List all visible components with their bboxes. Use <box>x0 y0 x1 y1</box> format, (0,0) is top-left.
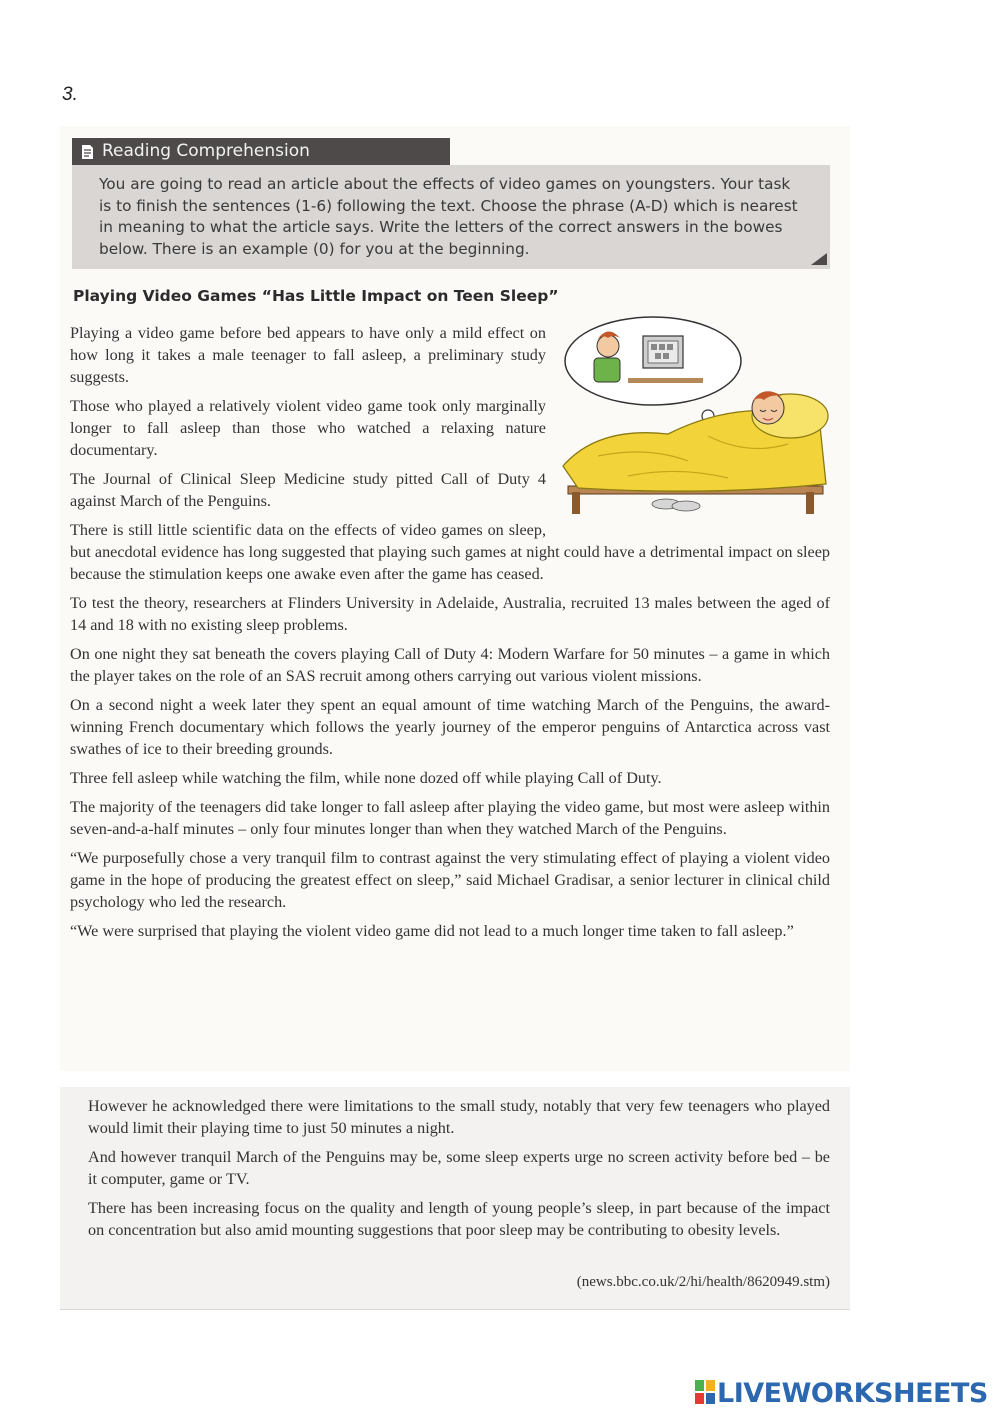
article-paragraph: “We purposefully chose a very tranquil film to contrast against the very stimulating effect of playing a violent video game in the hope of producing the greatest effect on sleep,” said Michael Gradisar, a senior lecturer in clinical child psychology who led the research. <box>70 849 830 911</box>
article-paragraph: The Journal of Clinical Sleep Medicine study pitted Call of Duty 4 against March of the Penguins. <box>70 470 546 510</box>
liveworksheets-logo <box>695 1378 988 1410</box>
document-icon <box>81 144 94 160</box>
article-paragraph: On one night they sat beneath the covers playing Call of Duty 4: Modern Warfare for 50 minutes – a game in which the player takes on the role of an SAS recruit among others carrying out various violent missions. <box>70 645 830 685</box>
article-paragraph: “We were surprised that playing the violent video game did not lead to a much longer time taken to fall asleep.” <box>70 922 794 940</box>
article-title: Playing Video Games “Has Little Impact on Teen Sleep” <box>73 287 559 305</box>
article-paragraph: To test the theory, researchers at Flinders University in Adelaide, Australia, recruited 13 males between the aged of 14 and 18 with no existing sleep problems. <box>70 594 830 634</box>
liveworksheets-logo-icon <box>695 1380 715 1404</box>
boy-gaming-and-sleeping-illustration <box>558 316 836 516</box>
article-paragraph: The majority of the teenagers did take longer to fall asleep after playing the video game, but most were asleep within seven-and-a-half minutes – only four minutes longer than when they watched March of the Penguins. <box>70 798 830 838</box>
article-paragraph: And however tranquil March of the Penguins may be, some sleep experts urge no screen activity before bed – be it computer, game or TV. <box>88 1148 830 1188</box>
article-paragraph: There has been increasing focus on the quality and length of young people’s sleep, in part because of the impact on concentration but also amid mounting suggestions that poor sleep may be contributing to obesity levels. <box>88 1199 830 1239</box>
article-paragraph: On a second night a week later they spent an equal amount of time watching March of the Penguins, the award-winning French documentary which follows the yearly journey of the emperor penguins of Antarctica across vast swathes of ice to their breeding grounds. <box>70 696 830 758</box>
continuation-body <box>88 1095 830 1248</box>
page-number: 3. <box>62 84 78 105</box>
liveworksheets-logo-text: LIVEWORKSHEETS <box>717 1378 988 1409</box>
article-paragraph: Those who played a relatively violent video game took only marginally longer to fall asleep than those who watched a relaxing nature documentary. <box>70 397 546 459</box>
article-paragraph: However he acknowledged there were limitations to the small study, notably that very few teenagers who played would limit their playing time to just 50 minutes a night. <box>88 1097 830 1137</box>
article-paragraph: Playing a video game before bed appears to have only a mild effect on how long it takes a male teenager to fall asleep, a preliminary study suggests. <box>70 324 546 386</box>
section-header-label: Reading Comprehension <box>102 141 310 161</box>
article-source: (news.bbc.co.uk/2/hi/health/8620949.stm) <box>576 1274 830 1290</box>
article-body <box>70 322 830 949</box>
article-paragraph: There is still little scientific data on the effects of video games on sleep, but anecdotal evidence has long suggested that playing such games at night could have a detrimental impact on sleep because the stimulation keeps one awake even after the game has ceased. <box>70 521 830 583</box>
article-paragraph: Three fell asleep while watching the film, while none dozed off while playing Call of Duty. <box>70 769 662 787</box>
section-header <box>72 138 450 165</box>
instructions-text: You are going to read an article about the effects of video games on youngsters. Your task is to finish the sentences (1-6) following the text. Choose the phrase (A-D) which is nearest in meaning to what the article says. Write the letters of the correct answers in the bowes below. There is an example (0) for you at the beginning. <box>99 175 798 258</box>
instructions-box <box>72 165 830 269</box>
corner-decoration <box>811 253 827 265</box>
